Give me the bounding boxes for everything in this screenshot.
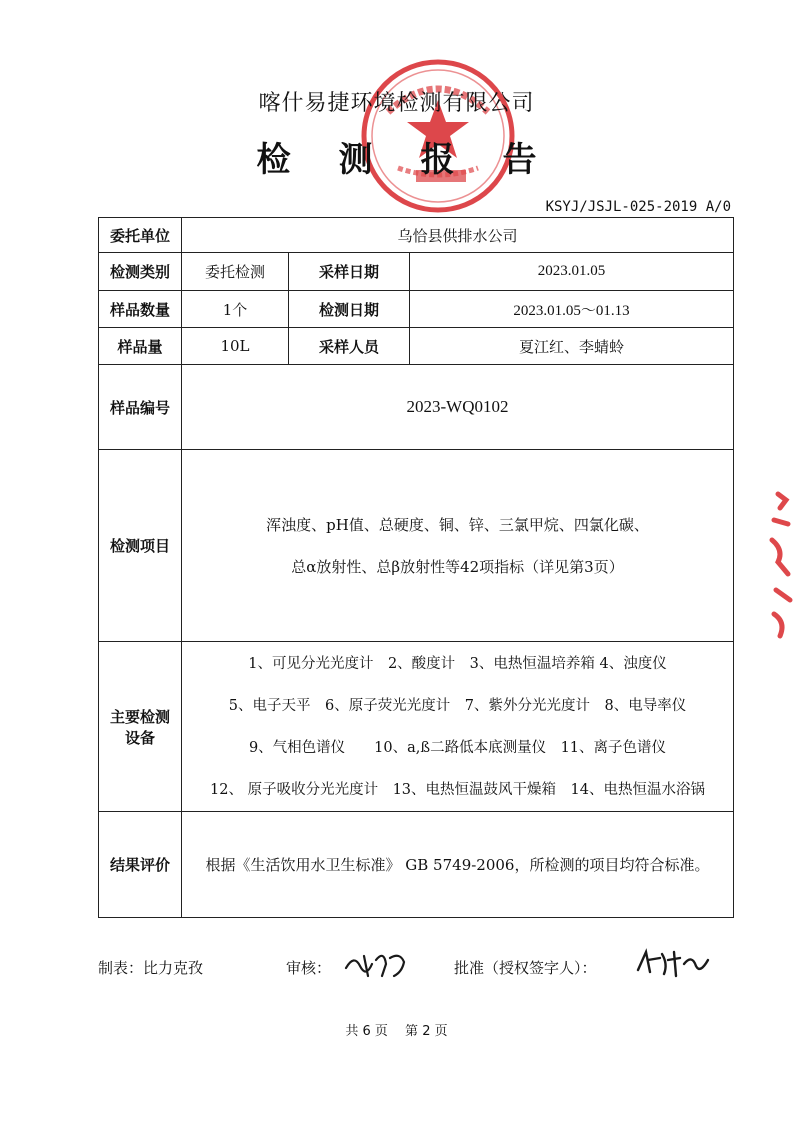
equipment-label-line-1: 主要检测 [109, 707, 170, 726]
items-line-2: 总α放射性、总β放射性等42项指标（详见第3页） [291, 557, 624, 576]
result-value: 根据《生活饮用水卫生标准》 GB 5749-2006，所检测的项目均符合标准。 [182, 812, 734, 918]
equipment-line-2: 5、电子天平 6、原子荧光光度计 7、紫外分光光度计 8、电导率仪 [228, 697, 687, 714]
reviewer-signature [342, 946, 412, 982]
equipment-line-3: 9、气相色谱仪 10、a,ß二路低本底测量仪 11、离子色谱仪 [248, 739, 667, 756]
reviewed-by-label: 审核： [286, 959, 332, 977]
test-date-label: 检测日期 [289, 291, 410, 328]
cross-page-seal-fragment [764, 490, 793, 640]
page-number: 共 6 页 第 2 页 [345, 1024, 448, 1039]
items-line-1: 浑浊度、pH值、总硬度、铜、锌、三氯甲烷、四氯化碳、 [266, 515, 649, 534]
sample-id-label: 样品编号 [99, 365, 182, 450]
equipment-list [182, 642, 734, 812]
approved-by-label: 批准（授权签字人）： [454, 959, 597, 977]
sample-volume-label: 样品量 [99, 328, 182, 365]
test-type-label: 检测类别 [99, 253, 182, 291]
sample-count-value: 1个 [182, 291, 289, 328]
result-label: 结果评价 [99, 812, 182, 918]
sampling-date-value: 2023.01.05 [410, 253, 734, 291]
items-value [182, 450, 734, 642]
equipment-line-1: 1、可见分光光度计 2、酸度计 3、电热恒温培养箱 4、浊度仪 [248, 655, 667, 672]
approver-signature [634, 944, 714, 982]
test-type-value: 委托检测 [182, 253, 289, 291]
client-value: 乌恰县供排水公司 [182, 218, 734, 253]
equipment-line-4: 12、 原子吸收分光光度计 13、电热恒温鼓风干燥箱 14、电热恒温水浴锅 [210, 781, 705, 798]
test-date-value: 2023.01.05～01.13 [410, 291, 734, 328]
items-label: 检测项目 [99, 450, 182, 642]
prepared-by: 制表：比力克孜 [98, 959, 204, 977]
document-number: KSYJ/JSJL-025-2019 A/0 [545, 199, 731, 215]
report-title: 检测报告 [256, 140, 585, 180]
company-name: 喀什易捷环境检测有限公司 [258, 91, 535, 116]
equipment-label-line-2: 设备 [124, 728, 155, 747]
sample-id-value: 2023-WQ0102 [182, 365, 734, 450]
sampler-value: 夏江红、李蜻蛉 [410, 328, 734, 365]
equipment-label [99, 642, 182, 812]
report-info-table [98, 217, 734, 918]
client-label: 委托单位 [99, 218, 182, 253]
sampler-label: 采样人员 [289, 328, 410, 365]
sample-count-label: 样品数量 [99, 291, 182, 328]
sample-volume-value: 10L [182, 328, 289, 365]
sampling-date-label: 采样日期 [289, 253, 410, 291]
